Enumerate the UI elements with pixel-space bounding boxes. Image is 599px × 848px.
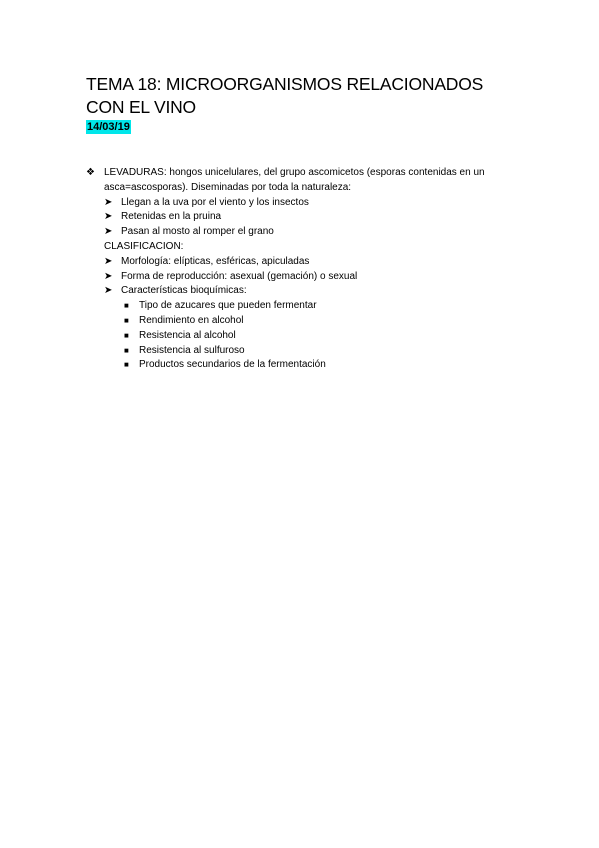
list-item [86,255,516,270]
section-levaduras [86,166,516,196]
sub-list-item-text: Productos secundarios de la fermentación [139,359,326,371]
square-bullet-icon: ■ [124,360,129,370]
arrow-bullet-icon: ➤ [104,226,113,238]
list-item [86,284,516,299]
sub-list-item [86,329,516,344]
square-bullet-icon: ■ [124,301,129,311]
sub-list-item [86,299,516,314]
arrow-bullet-icon: ➤ [104,270,113,282]
four-diamond-icon: ❖ [86,167,95,178]
sub-list-item [86,344,516,359]
square-bullet-icon: ■ [124,315,129,325]
arrow-bullet-icon: ➤ [104,285,113,297]
sub-list-item [86,358,516,373]
document-body [86,166,516,373]
list-item-text: Características bioquímicas: [121,285,247,297]
list-item [86,225,516,240]
list-item [86,270,516,285]
list-item [86,196,516,211]
list-item-text: Pasan al mosto al romper el grano [121,226,274,238]
square-bullet-icon: ■ [124,330,129,340]
sub-list-item-text: Rendimiento en alcohol [139,314,244,326]
section-text: LEVADURAS: hongos unicelulares, del grupo ascomicetos (esporas contenidas en un asca=ascosporas). Diseminadas por toda la naturaleza: [104,167,485,193]
list-item-text: Morfología: elípticas, esféricas, apiculadas [121,255,310,267]
list-item-text: Retenidas en la pruina [121,211,222,223]
list-item [86,210,516,225]
document-date: 14/03/19 [87,121,130,133]
sub-list-item-text: Tipo de azucares que pueden fermentar [139,300,317,312]
arrow-bullet-icon: ➤ [104,211,113,223]
document-title: TEMA 18: MICROORGANISMOS RELACIONADOS CON EL VINO [86,74,484,117]
sub-list-item-text: Resistencia al alcohol [139,329,236,341]
list-item-text: Llegan a la uva por el viento y los insectos [121,196,309,208]
sub-list-item-text: Resistencia al sulfuroso [139,344,245,356]
arrow-bullet-icon: ➤ [104,196,113,208]
classification-label: CLASIFICACION: [104,240,184,252]
arrow-bullet-icon: ➤ [104,255,113,267]
sub-list-item [86,314,516,329]
square-bullet-icon: ■ [124,345,129,355]
list-item-text: Forma de reproducción: asexual (gemación) o sexual [121,270,358,282]
